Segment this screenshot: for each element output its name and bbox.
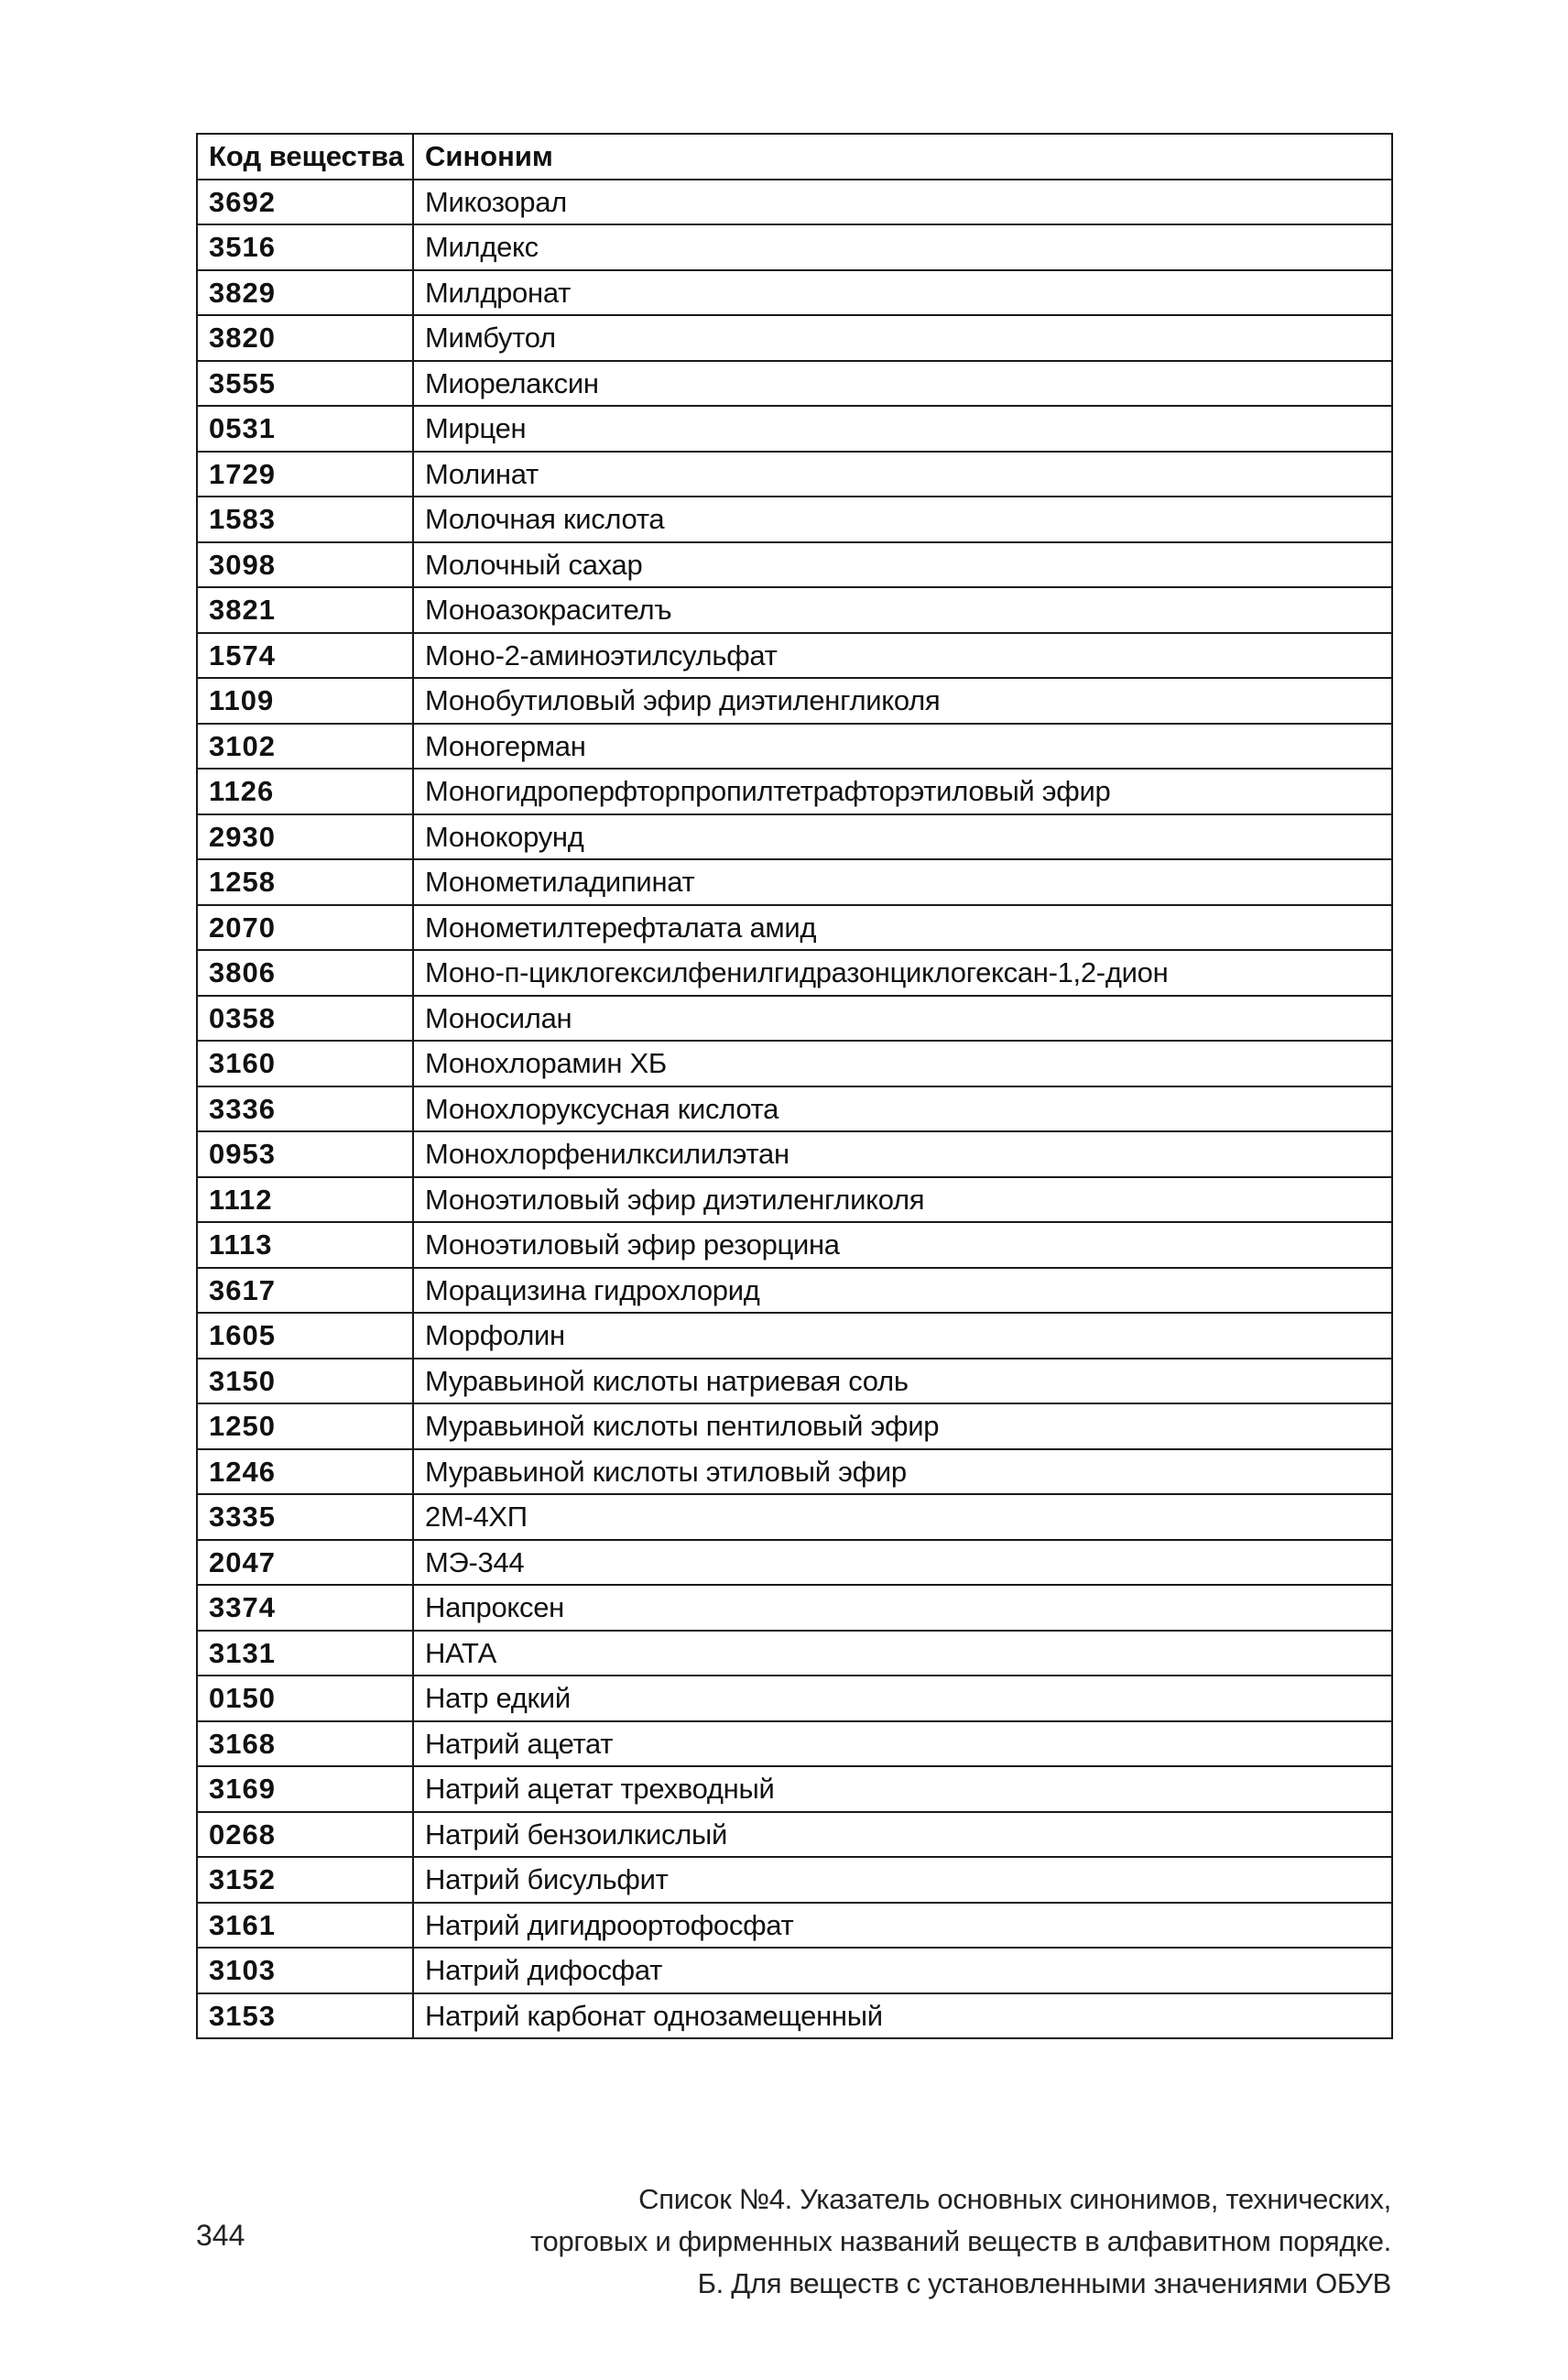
table-row — [197, 950, 1392, 996]
caption-line: Б. Для веществ с установленными значениями ОБУВ — [697, 2267, 1391, 2299]
synonym-cell: Молинат — [413, 452, 1392, 497]
synonym-cell: Натрий ацетат — [413, 1721, 1392, 1767]
table-row — [197, 1449, 1392, 1495]
substance-code-cell: 3806 — [197, 950, 413, 996]
column-header-synonym: Синоним — [413, 134, 1392, 180]
table-header-row — [197, 134, 1392, 180]
synonym-cell: 2М-4ХП — [413, 1494, 1392, 1540]
substance-code-cell: 1258 — [197, 859, 413, 905]
synonym-cell: Морфолин — [413, 1313, 1392, 1359]
substance-code-cell: 1112 — [197, 1177, 413, 1223]
substance-code-cell: 0531 — [197, 406, 413, 452]
column-header-code: Код вещества — [197, 134, 413, 180]
table-row — [197, 1086, 1392, 1132]
substance-code-cell: 0953 — [197, 1131, 413, 1177]
page-number: 344 — [196, 2219, 245, 2252]
synonym-cell: Моноэтиловый эфир диэтиленгликоля — [413, 1177, 1392, 1223]
synonym-cell: Монохлоруксусная кислота — [413, 1086, 1392, 1132]
substance-code-cell: 3098 — [197, 542, 413, 588]
synonym-cell: Монокорунд — [413, 814, 1392, 860]
substance-code-cell: 3336 — [197, 1086, 413, 1132]
synonym-cell: Монометиладипинат — [413, 859, 1392, 905]
synonym-cell: Натр едкий — [413, 1676, 1392, 1721]
substance-code-cell: 3131 — [197, 1631, 413, 1676]
synonym-cell: Натрий бензоилкислый — [413, 1812, 1392, 1858]
substance-code-cell: 1250 — [197, 1403, 413, 1449]
substance-code-cell: 3829 — [197, 270, 413, 316]
synonym-cell: Мимбутол — [413, 315, 1392, 361]
substance-code-cell: 3160 — [197, 1041, 413, 1086]
synonym-cell: Натрий бисульфит — [413, 1857, 1392, 1903]
table-row — [197, 678, 1392, 724]
substance-code-cell: 0268 — [197, 1812, 413, 1858]
table-row — [197, 406, 1392, 452]
table-row — [197, 315, 1392, 361]
synonym-cell: Моногерман — [413, 724, 1392, 770]
synonym-cell: Милдекс — [413, 224, 1392, 270]
substance-code-cell: 1109 — [197, 678, 413, 724]
substance-code-cell: 3161 — [197, 1903, 413, 1949]
table-row — [197, 452, 1392, 497]
substance-code-cell: 0150 — [197, 1676, 413, 1721]
substance-code-cell: 3102 — [197, 724, 413, 770]
substance-code-cell: 3555 — [197, 361, 413, 407]
substance-code-cell: 2047 — [197, 1540, 413, 1586]
synonym-table — [196, 133, 1393, 2039]
table-row — [197, 1359, 1392, 1404]
table-row — [197, 361, 1392, 407]
synonym-cell: Натрий карбонат однозамещенный — [413, 1993, 1392, 2039]
substance-code-cell: 3168 — [197, 1721, 413, 1767]
table-row — [197, 1268, 1392, 1314]
synonym-cell: Микозорал — [413, 180, 1392, 225]
synonym-cell: Муравьиной кислоты натриевая соль — [413, 1359, 1392, 1404]
substance-code-cell: 3103 — [197, 1948, 413, 1993]
table-row — [197, 1131, 1392, 1177]
substance-code-cell: 3617 — [197, 1268, 413, 1314]
substance-code-cell: 3335 — [197, 1494, 413, 1540]
table-row — [197, 1676, 1392, 1721]
synonym-cell: Монохлорфенилксилилэтан — [413, 1131, 1392, 1177]
table-row — [197, 859, 1392, 905]
substance-code-cell: 3820 — [197, 315, 413, 361]
table-row — [197, 905, 1392, 951]
table-row — [197, 1041, 1392, 1086]
table-row — [197, 1177, 1392, 1223]
table-row — [197, 1766, 1392, 1812]
table-row — [197, 814, 1392, 860]
table-row — [197, 1313, 1392, 1359]
synonym-cell: Моногидроперфторпропилтетрафторэтиловый эфир — [413, 769, 1392, 814]
table-row — [197, 1948, 1392, 1993]
synonym-cell: МЭ-344 — [413, 1540, 1392, 1586]
table-row — [197, 724, 1392, 770]
table-row — [197, 180, 1392, 225]
substance-code-cell: 3692 — [197, 180, 413, 225]
table-row — [197, 1403, 1392, 1449]
table-row — [197, 1631, 1392, 1676]
synonym-cell: Натрий дифосфат — [413, 1948, 1392, 1993]
synonym-cell: Моноазокрасителъ — [413, 587, 1392, 633]
table-row — [197, 1222, 1392, 1268]
substance-code-cell: 3821 — [197, 587, 413, 633]
substance-code-cell: 2070 — [197, 905, 413, 951]
synonym-cell: Муравьиной кислоты пентиловый эфир — [413, 1403, 1392, 1449]
synonym-cell: Напроксен — [413, 1585, 1392, 1631]
table-row — [197, 1540, 1392, 1586]
substance-code-cell: 3150 — [197, 1359, 413, 1404]
table-row — [197, 1494, 1392, 1540]
table-row — [197, 1857, 1392, 1903]
synonym-cell: Натрий дигидроортофосфат — [413, 1903, 1392, 1949]
synonym-cell: Муравьиной кислоты этиловый эфир — [413, 1449, 1392, 1495]
table-row — [197, 224, 1392, 270]
synonym-cell: Молочная кислота — [413, 497, 1392, 542]
table-row — [197, 769, 1392, 814]
footer-caption — [475, 2178, 1391, 2305]
synonym-cell: НАТА — [413, 1631, 1392, 1676]
synonym-cell: Монометилтерефталата амид — [413, 905, 1392, 951]
substance-code-cell: 3374 — [197, 1585, 413, 1631]
table-row — [197, 497, 1392, 542]
table-body — [197, 180, 1392, 2039]
synonym-cell: Моноэтиловый эфир резорцина — [413, 1222, 1392, 1268]
table-row — [197, 1993, 1392, 2039]
substance-code-cell: 1113 — [197, 1222, 413, 1268]
substance-code-cell: 1729 — [197, 452, 413, 497]
synonym-cell: Милдронат — [413, 270, 1392, 316]
caption-line: торговых и фирменных названий веществ в алфавитном порядке. — [529, 2225, 1391, 2257]
synonym-cell: Миорелаксин — [413, 361, 1392, 407]
synonym-cell: Мирцен — [413, 406, 1392, 452]
caption-line: Список №4. Указатель основных синонимов, технических, — [638, 2183, 1391, 2215]
substance-code-cell: 3516 — [197, 224, 413, 270]
table-row — [197, 542, 1392, 588]
synonym-cell: Моно-2-аминоэтилсульфат — [413, 633, 1392, 679]
substance-code-cell: 0358 — [197, 996, 413, 1042]
substance-code-cell: 3153 — [197, 1993, 413, 2039]
substance-code-cell: 2930 — [197, 814, 413, 860]
synonym-cell: Натрий ацетат трехводный — [413, 1766, 1392, 1812]
table-row — [197, 1721, 1392, 1767]
synonym-cell: Моносилан — [413, 996, 1392, 1042]
table-row — [197, 1903, 1392, 1949]
synonym-cell: Моно-п-циклогексилфенилгидразонциклогексан-1,2-дион — [413, 950, 1392, 996]
substance-code-cell: 1583 — [197, 497, 413, 542]
synonym-cell: Монохлорамин ХБ — [413, 1041, 1392, 1086]
table-row — [197, 1812, 1392, 1858]
synonym-cell: Монобутиловый эфир диэтиленгликоля — [413, 678, 1392, 724]
substance-code-cell: 1246 — [197, 1449, 413, 1495]
synonym-cell: Морацизина гидрохлорид — [413, 1268, 1392, 1314]
substance-code-cell: 3169 — [197, 1766, 413, 1812]
synonym-table-container — [196, 133, 1391, 2039]
table-row — [197, 633, 1392, 679]
substance-code-cell: 3152 — [197, 1857, 413, 1903]
table-row — [197, 270, 1392, 316]
synonym-cell: Молочный сахар — [413, 542, 1392, 588]
table-row — [197, 996, 1392, 1042]
table-row — [197, 587, 1392, 633]
substance-code-cell: 1605 — [197, 1313, 413, 1359]
table-row — [197, 1585, 1392, 1631]
substance-code-cell: 1126 — [197, 769, 413, 814]
substance-code-cell: 1574 — [197, 633, 413, 679]
